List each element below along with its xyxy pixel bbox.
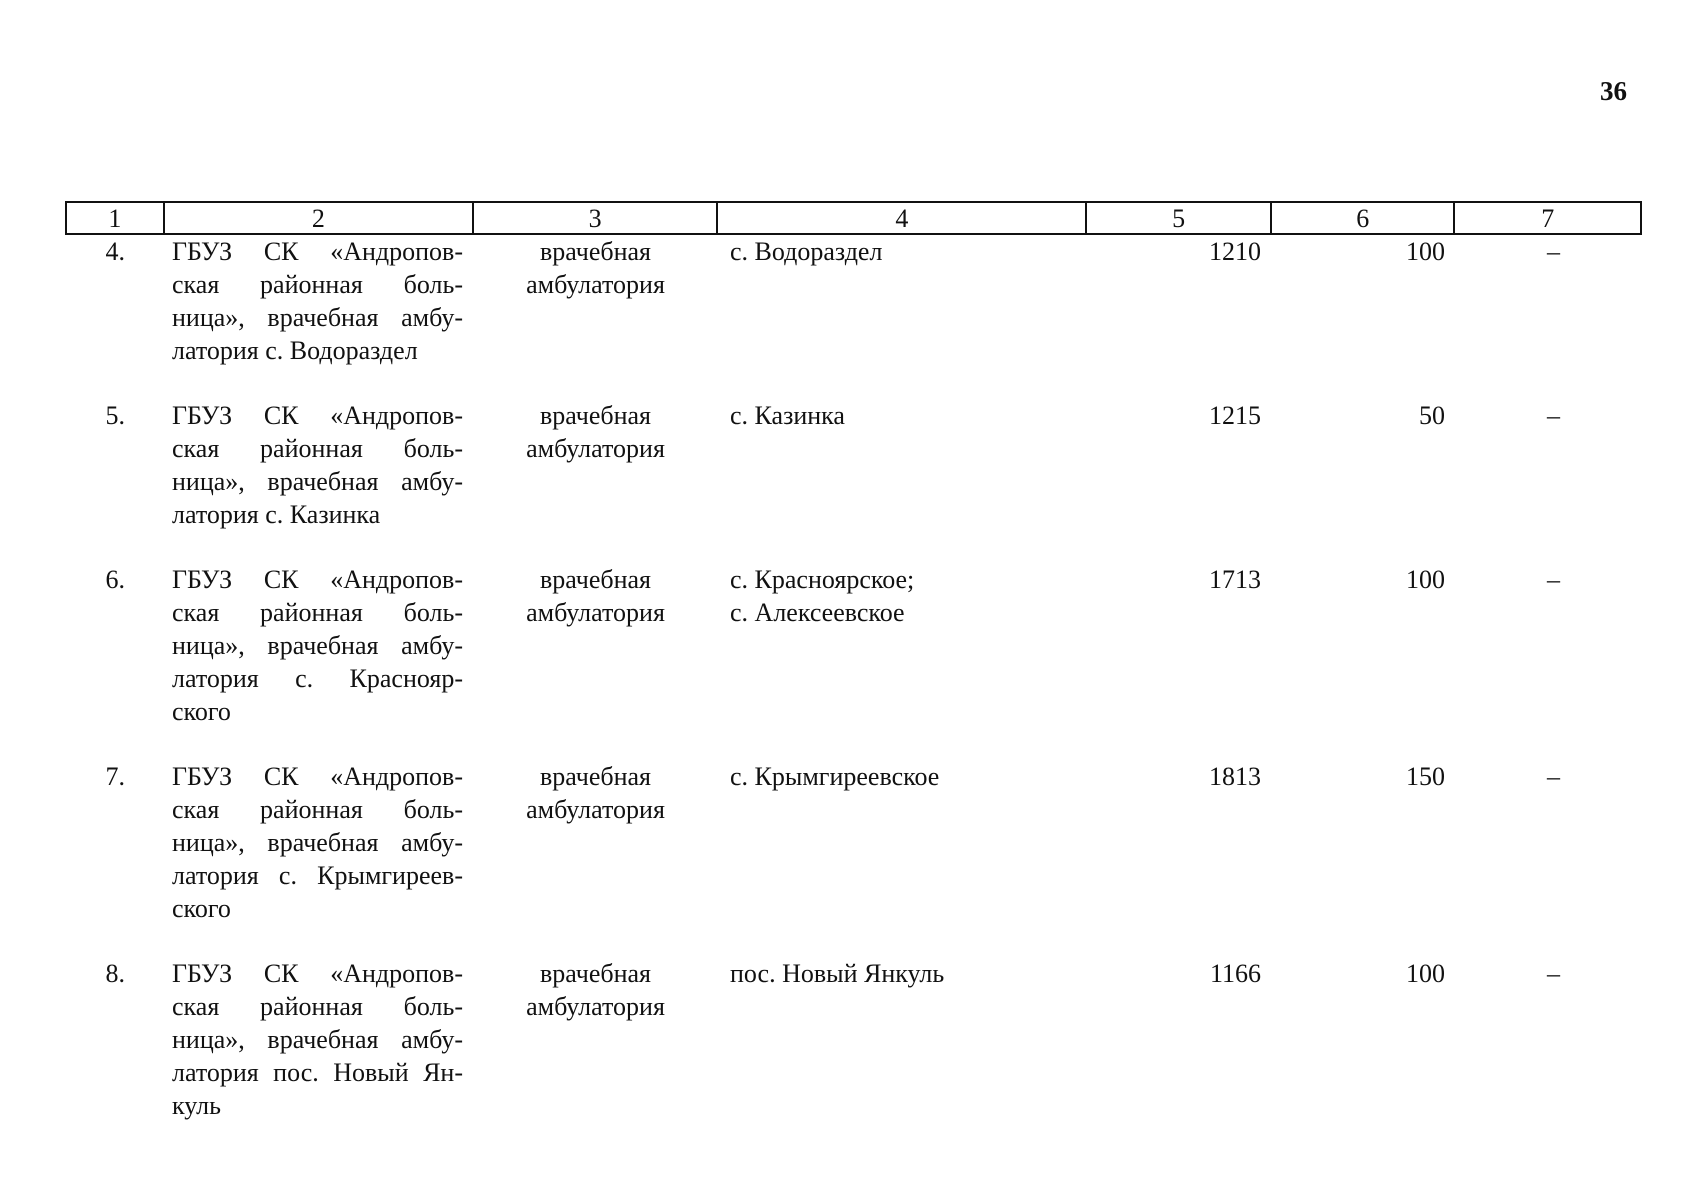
column-7-value: – [1547, 401, 1560, 430]
column-6-value: 100 [1406, 237, 1445, 266]
settlement [718, 235, 1088, 367]
column-5-value: 1210 [1209, 237, 1261, 266]
facility-type-line: амбулатория [526, 598, 665, 627]
facility-type-line: амбулатория [526, 434, 665, 463]
table-row [65, 957, 1642, 1122]
facility-type [473, 957, 718, 1122]
page-number: 36 [1600, 76, 1627, 106]
institution-name [163, 563, 473, 728]
facility-type-line: амбулатория [526, 992, 665, 1021]
institution-name-line: ского [172, 697, 231, 726]
column-header-7: 7 [1541, 204, 1555, 233]
institution-name-line: ГБУЗ СК «Андропов- [172, 762, 463, 791]
institution-name-line: ница», врачебная амбу- [172, 1025, 463, 1054]
institution-name-line: латория с. Водораздел [172, 336, 418, 365]
settlement [718, 760, 1088, 925]
facility-type [473, 563, 718, 728]
institution-name-line: ГБУЗ СК «Андропов- [172, 401, 463, 430]
settlement-line: с. Водораздел [730, 237, 883, 266]
column-5-value: 1813 [1209, 762, 1261, 791]
settlement-line: с. Крымгиреевское [730, 762, 940, 791]
table-row [65, 760, 1642, 925]
row-number: 4. [105, 237, 125, 266]
institution-name-line: ница», врачебная амбу- [172, 631, 463, 660]
settlement-line: с. Казинка [730, 401, 845, 430]
facility-type-line: врачебная [539, 401, 652, 430]
settlement-line: пос. Новый Янкуль [730, 959, 945, 988]
column-7-value: – [1547, 237, 1560, 266]
settlement [718, 563, 1088, 728]
institution-name [163, 957, 473, 1122]
table-header-row [65, 201, 1642, 235]
column-7-value: – [1547, 762, 1560, 791]
institution-name-line: латория с. Краснояр- [172, 664, 463, 693]
row-number: 7. [105, 762, 125, 791]
institution-name-line: ГБУЗ СК «Андропов- [172, 959, 463, 988]
facility-type-line: врачебная [539, 565, 652, 594]
institution-name-line: куль [172, 1091, 221, 1120]
column-header-2: 2 [165, 203, 474, 233]
institution-name-line: ГБУЗ СК «Андропов- [172, 565, 463, 594]
institution-name-line: латория пос. Новый Ян- [172, 1058, 463, 1087]
settlement [718, 399, 1088, 531]
column-header-4: 4 [718, 203, 1087, 233]
institution-name-line: ница», врачебная амбу- [172, 303, 463, 332]
facility-type-line: амбулатория [526, 270, 665, 299]
institution-name-line: ница», врачебная амбу- [172, 467, 463, 496]
institution-name-line: ская районная боль- [172, 992, 463, 1021]
table-row [65, 399, 1642, 531]
column-header-3: 3 [474, 203, 718, 233]
column-6-value: 100 [1406, 959, 1445, 988]
institution-name-line: ская районная боль- [172, 434, 463, 463]
table-row [65, 235, 1642, 367]
institution-name-line: ГБУЗ СК «Андропов- [172, 237, 463, 266]
institution-name-line: ского [172, 894, 231, 923]
row-number: 8. [105, 959, 125, 988]
column-7-value: – [1547, 565, 1560, 594]
column-5-value: 1713 [1209, 565, 1261, 594]
column-6-value: 150 [1406, 762, 1445, 791]
institution-name [163, 399, 473, 531]
facility-type [473, 760, 718, 925]
institution-name-line: ская районная боль- [172, 795, 463, 824]
column-6-value: 100 [1406, 565, 1445, 594]
column-5-value: 1215 [1209, 401, 1261, 430]
facility-type-line: врачебная [539, 959, 652, 988]
institution-name-line: латория с. Казинка [172, 500, 381, 529]
settlement [718, 957, 1088, 1122]
institution-name [163, 760, 473, 925]
column-6-value: 50 [1419, 401, 1445, 430]
facility-type-line: амбулатория [526, 795, 665, 824]
column-header-5: 5 [1087, 203, 1272, 233]
facility-type [473, 235, 718, 367]
institution-name-line: ская районная боль- [172, 598, 463, 627]
facility-type-line: врачебная [539, 237, 652, 266]
column-7-value: – [1547, 959, 1560, 988]
institution-name [163, 235, 473, 367]
institution-name-line: латория с. Крымгиреев- [172, 861, 463, 890]
column-header-6: 6 [1272, 203, 1456, 233]
institution-name-line: ница», врачебная амбу- [172, 828, 463, 857]
settlement-line: с. Красноярское; [730, 565, 915, 594]
row-number: 5. [105, 401, 125, 430]
settlement-line: с. Алексеевское [730, 598, 905, 627]
table-row [65, 563, 1642, 728]
column-5-value: 1166 [1209, 959, 1261, 988]
institution-name-line: ская районная боль- [172, 270, 463, 299]
column-header-1: 1 [67, 203, 165, 233]
table-body [65, 235, 1642, 1154]
row-number: 6. [105, 565, 125, 594]
facility-type [473, 399, 718, 531]
facility-type-line: врачебная [539, 762, 652, 791]
